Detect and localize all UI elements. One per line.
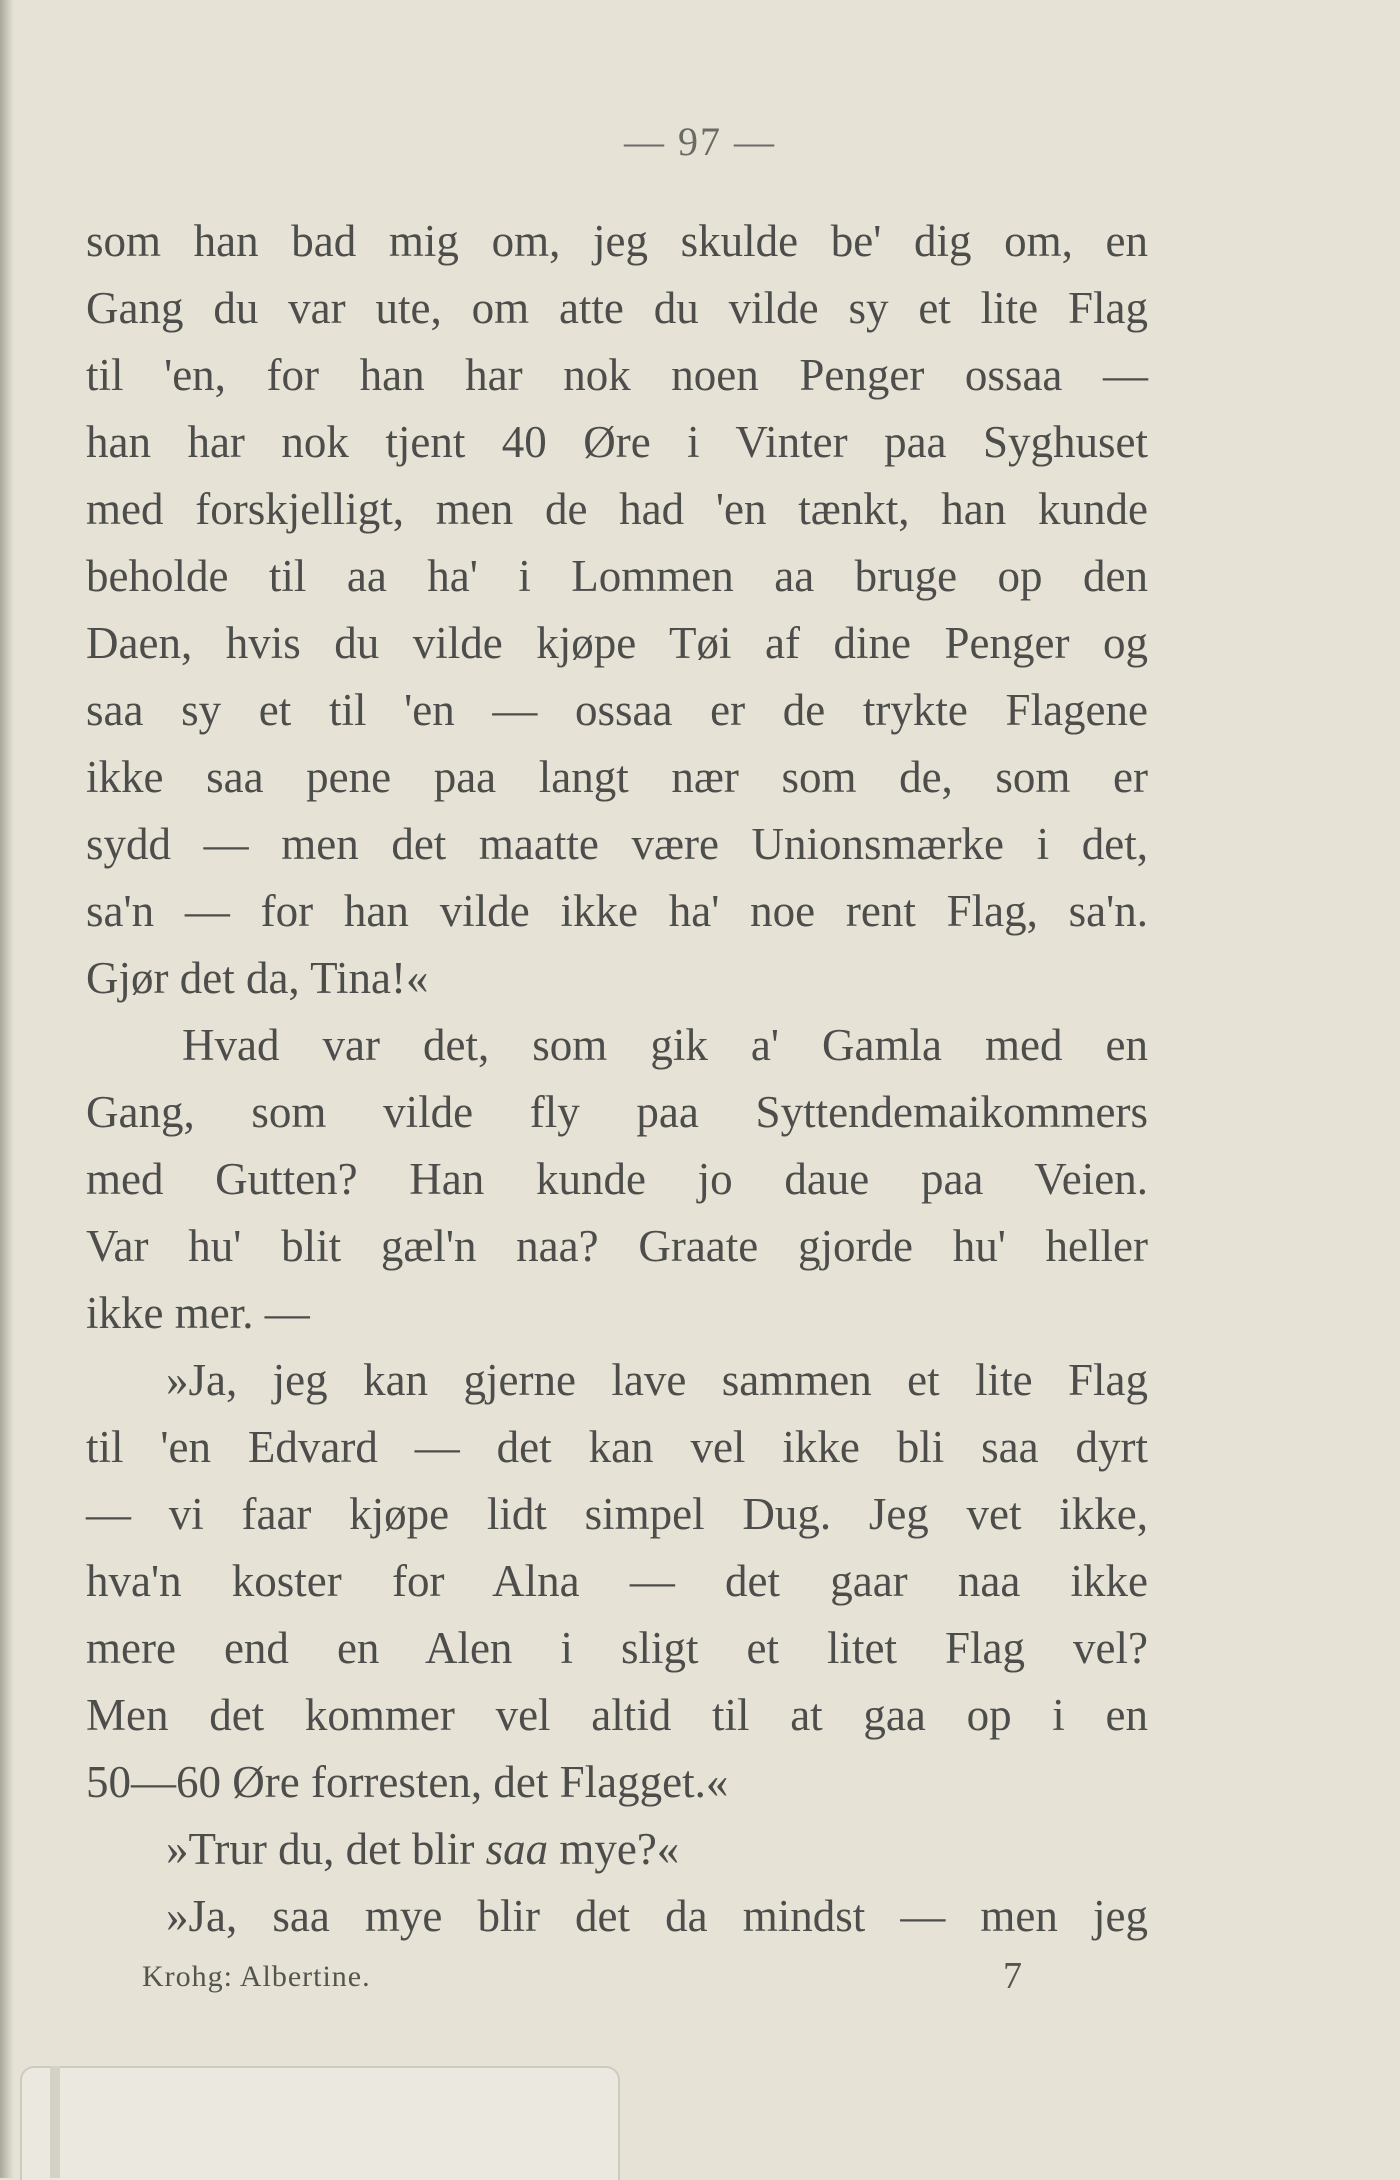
text-line: sa'n — for han vilde ikke ha' noe rent Flag, sa'n.	[86, 886, 1148, 936]
text-line: Var hu' blit gæl'n naa? Graate gjorde hu' heller	[86, 1221, 1148, 1271]
text-line: — vi faar kjøpe lidt simpel Dug. Jeg vet ikke,	[86, 1489, 1148, 1539]
text-line: Hvad var det, som gik a' Gamla med en	[182, 1020, 1148, 1070]
text-line: mere end en Alen i sligt et litet Flag vel?	[86, 1623, 1148, 1673]
text-line: 50—60 Øre forresten, det Flagget.«	[86, 1757, 729, 1807]
text-line: til 'en, for han har nok noen Penger ossaa —	[86, 350, 1148, 400]
text-line: med Gutten? Han kunde jo daue paa Veien.	[86, 1154, 1148, 1204]
bottom-tab-edge	[50, 2066, 60, 2178]
text-line: ikke mer. —	[86, 1288, 310, 1338]
text-line: saa sy et til 'en — ossaa er de trykte Flagene	[86, 685, 1148, 735]
text-line: hva'n koster for Alna — det gaar naa ikke	[86, 1556, 1148, 1606]
text-line: Gang, som vilde fly paa Syttendemaikommers	[86, 1087, 1148, 1137]
text-fragment: mye?«	[548, 1824, 680, 1874]
text-line: »Ja, saa mye blir det da mindst — men jeg	[166, 1891, 1148, 1941]
text-line: Daen, hvis du vilde kjøpe Tøi af dine Penger og	[86, 618, 1148, 668]
text-line: beholde til aa ha' i Lommen aa bruge op den	[86, 551, 1148, 601]
text-line: som han bad mig om, jeg skulde be' dig om, en	[86, 216, 1148, 266]
text-line: Men det kommer vel altid til at gaa op i en	[86, 1690, 1148, 1740]
text-line: ikke saa pene paa langt nær som de, som er	[86, 752, 1148, 802]
page-body-text	[86, 208, 1148, 1950]
footer-signature: Krohg: Albertine.	[142, 1960, 371, 1993]
text-line: med forskjelligt, men de had 'en tænkt, han kunde	[86, 484, 1148, 534]
page-number: — 97 —	[624, 119, 776, 164]
italic-emphasis: saa	[485, 1824, 549, 1874]
text-line: Gjør det da, Tina!«	[86, 953, 429, 1003]
page-footer	[142, 1955, 1022, 2000]
text-line: sydd — men det maatte være Unionsmærke i det,	[86, 819, 1148, 869]
text-line: til 'en Edvard — det kan vel ikke bli saa dyrt	[86, 1422, 1148, 1472]
text-line: »Ja, jeg kan gjerne lave sammen et lite Flag	[166, 1355, 1148, 1405]
footer-signature-number: 7	[1003, 1955, 1022, 1997]
text-line: han har nok tjent 40 Øre i Vinter paa Syghuset	[86, 417, 1148, 467]
text-line: Gang du var ute, om atte du vilde sy et lite Flag	[86, 283, 1148, 333]
bottom-tab-panel	[20, 2066, 620, 2180]
text-fragment: »Trur du, det blir	[166, 1824, 486, 1874]
text-line	[86, 1816, 1148, 1883]
